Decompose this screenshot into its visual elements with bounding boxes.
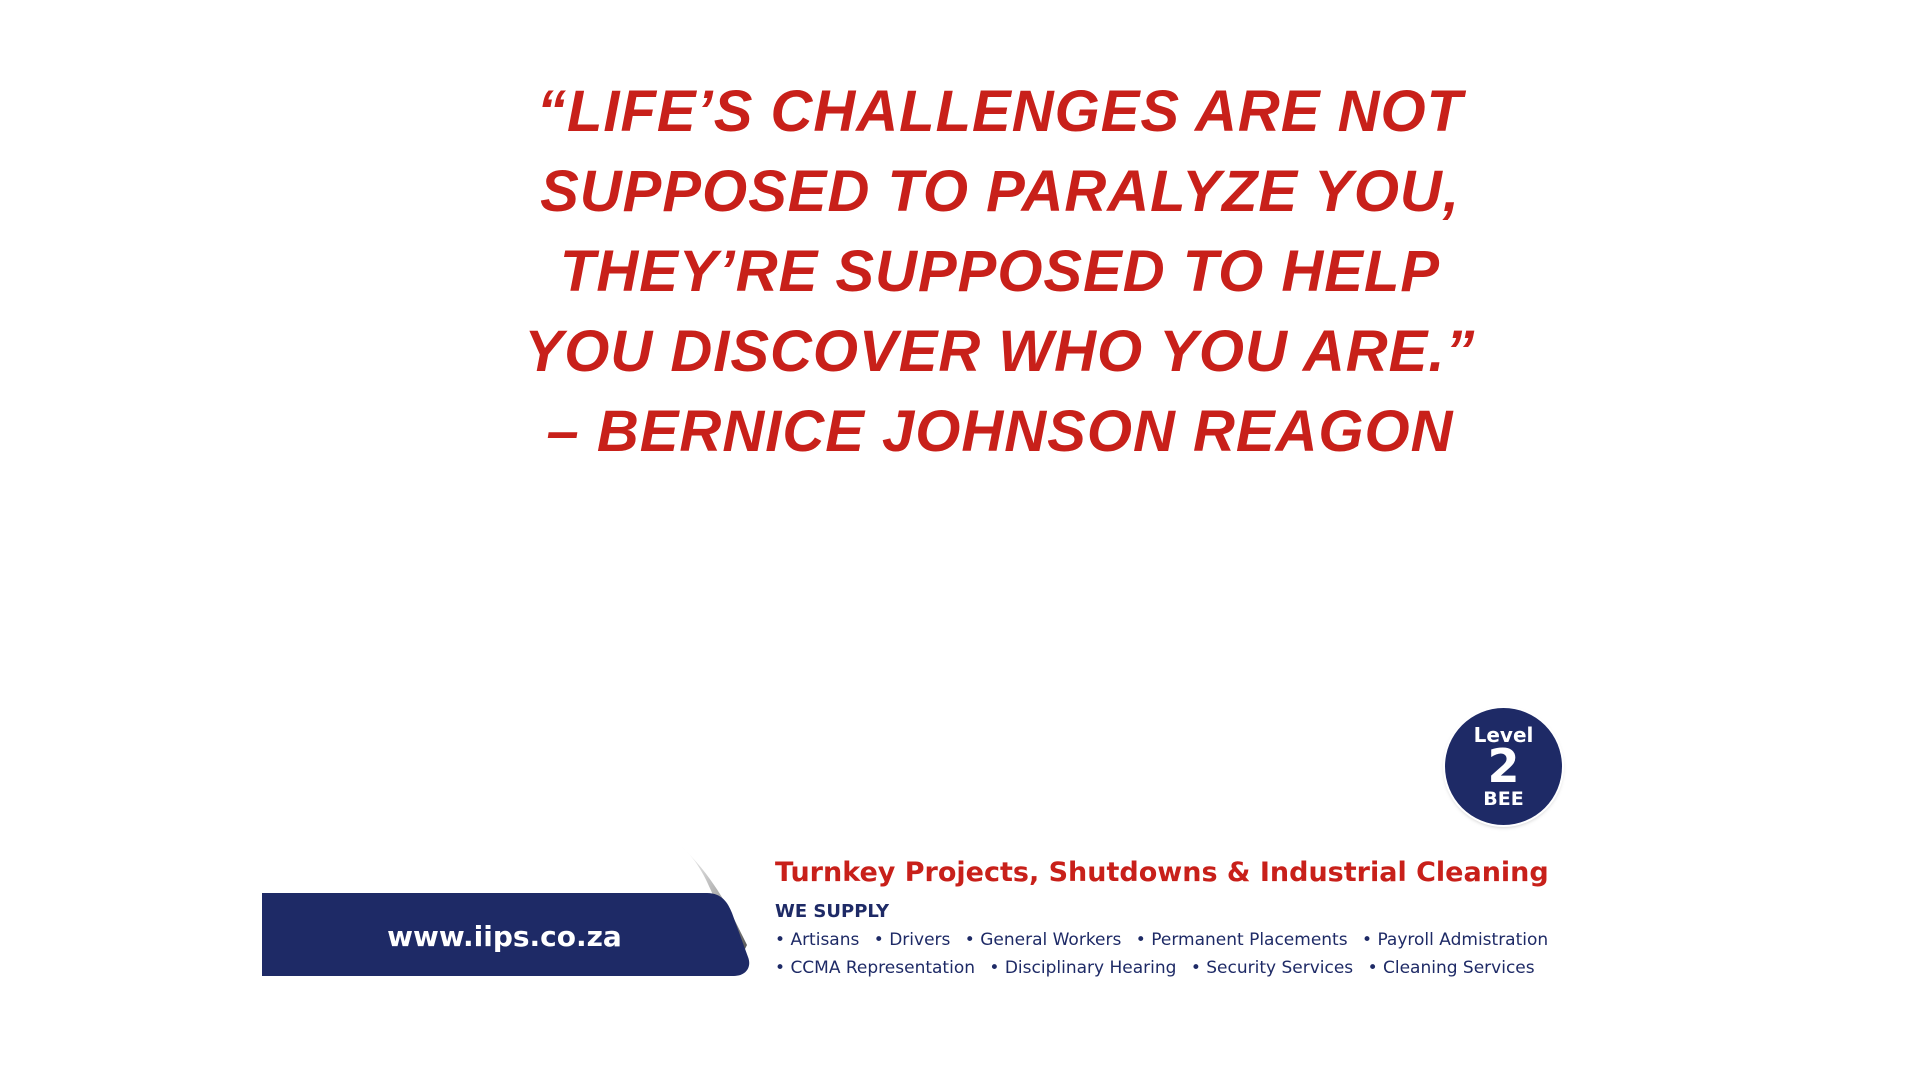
quote-block [360, 72, 1640, 472]
service-item: • Disciplinary Hearing [989, 958, 1176, 978]
services-row-2 [775, 957, 1565, 979]
quote-line: YOU DISCOVER WHO YOU ARE.” [524, 319, 1476, 384]
website-banner [262, 845, 752, 976]
quote-line: SUPPOSED TO PARALYZE YOU, [540, 159, 1460, 224]
quote-line: THEY’RE SUPPOSED TO HELP [559, 239, 1441, 304]
services-block [775, 855, 1565, 979]
service-item: • Drivers [874, 930, 951, 950]
service-item: • Cleaning Services [1368, 958, 1535, 978]
quote-line: “LIFE’S CHALLENGES ARE NOT [536, 79, 1464, 144]
services-subtitle: WE SUPPLY [775, 901, 890, 922]
service-item: • Artisans [775, 930, 859, 950]
service-item: • Security Services [1191, 958, 1353, 978]
service-item: • General Workers [965, 930, 1122, 950]
bee-level-text: Level [1473, 723, 1534, 747]
service-item: • CCMA Representation [775, 958, 975, 978]
service-item: • Permanent Placements [1136, 930, 1348, 950]
bee-level-number: 2 [1487, 739, 1520, 793]
services-title: Turnkey Projects, Shutdowns & Industrial Cleaning [775, 857, 1549, 888]
website-link[interactable]: www.iips.co.za [387, 920, 622, 953]
service-item: • Payroll Admistration [1362, 930, 1548, 950]
services-row-1 [775, 929, 1565, 951]
bee-level-badge [1445, 708, 1562, 825]
quote-attribution: – BERNICE JOHNSON REAGON [546, 399, 1454, 464]
bee-label-text: BEE [1483, 788, 1524, 810]
